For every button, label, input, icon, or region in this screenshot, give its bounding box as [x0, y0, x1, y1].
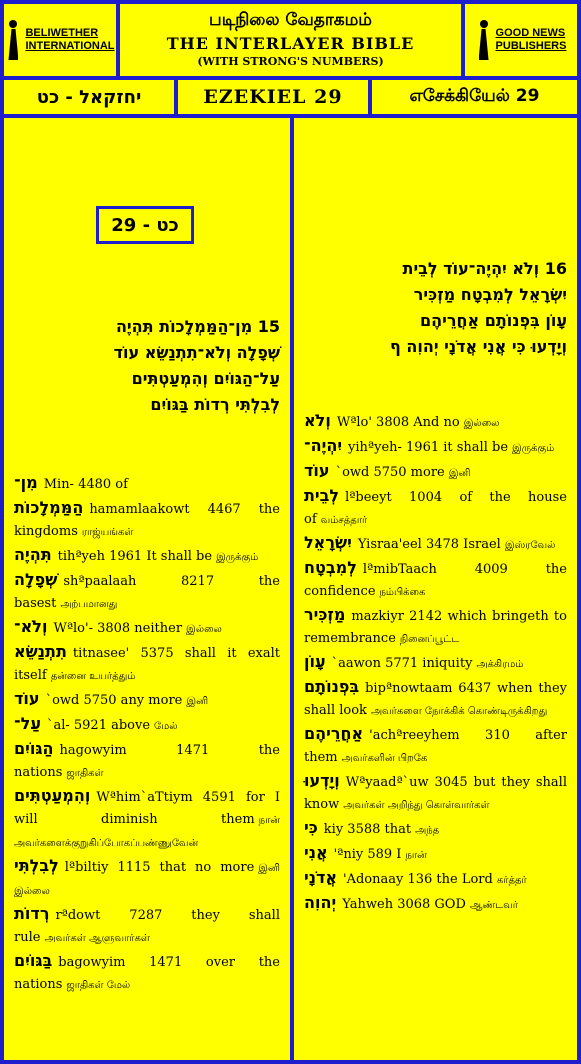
title-subtitle: (WITH STRONG'S NUMBERS) — [197, 55, 384, 68]
list-item — [304, 651, 567, 676]
hebrew-word: בַּגּוֹיִם — [14, 951, 53, 970]
logo-left-line1: BELIWETHER — [25, 27, 99, 39]
hebrew-word: לְבִלְתִּי — [14, 856, 59, 875]
verse-line: עָוֹן בִּפְנוֹתָם אַחֲרֵיהֶם — [420, 311, 567, 330]
list-item — [304, 867, 567, 892]
hebrew-word: לְבֵית — [304, 486, 340, 505]
word-tamil: நான் அவர்களைக்குறுகிப்போகப்பண்ணுவேன் — [14, 815, 280, 849]
word-tamil: அவர்களின் பிறகே — [341, 753, 428, 764]
logo-left-line2: INTERNATIONAL — [25, 40, 115, 52]
word-tamil: இனி — [186, 696, 209, 707]
hebrew-word: תִּהְיֶה — [14, 545, 52, 564]
list-item — [304, 842, 567, 867]
hebrew-word: הַמַּמְלָכוֹת — [14, 498, 84, 517]
list-item — [304, 557, 567, 604]
book-hebrew: יחזקאל - כט — [4, 80, 174, 114]
word-tamil: இனி — [448, 468, 471, 479]
hebrew-word: בִּפְנוֹתָם — [304, 677, 360, 696]
verse-line: שְׁפָלָה וְלֹא־תִתְנַשֵּׂא עוֹד — [113, 343, 280, 362]
word-tamil: இனி இல்லை — [14, 863, 280, 897]
logo-right-line1: GOOD NEWS — [495, 27, 566, 39]
hebrew-word: וְלֹא־ — [14, 617, 48, 636]
hebrew-word: כִּי — [304, 818, 318, 837]
word-tamil: ஜாதிகள் மேல் — [66, 980, 131, 991]
right-column — [294, 118, 577, 1060]
bellwether-figure-icon — [5, 20, 21, 60]
publisher-logo-left — [4, 4, 116, 76]
word-tamil: நினைப்பூட்ட — [399, 634, 460, 645]
hebrew-word: עָוֹן — [304, 652, 326, 671]
hebrew-word: וְיָדְעוּ — [304, 771, 340, 790]
logo-right-line2: PUBLISHERS — [495, 40, 567, 52]
list-item — [14, 688, 280, 713]
word-entry: hamamlaakowt 4467 the kingdoms — [14, 502, 280, 539]
goodnews-figure-icon — [476, 20, 492, 60]
hebrew-word: עוֹד — [304, 461, 330, 480]
list-item — [304, 460, 567, 485]
hebrew-word: אֲנִי — [304, 843, 328, 862]
word-entry: bipªnowtaam 6437 when they shall look — [304, 681, 567, 718]
word-entry: lªmibTaach 4009 the confidence — [304, 562, 567, 599]
word-tamil: இருக்கும் — [216, 552, 259, 563]
word-entry: `al- 5921 above — [46, 718, 151, 733]
word-entry: titnasee' 5375 shall it exalt itself — [14, 646, 280, 683]
word-entry: Yisraa'eel 3478 Israel — [357, 537, 501, 552]
list-item — [14, 569, 280, 616]
page-title — [120, 4, 461, 76]
chapter-box: כט - 29 — [96, 206, 194, 244]
verse-line: 16 וְלֹא יִהְיֶה־עוֹד לְבֵית — [402, 259, 567, 278]
title-tamil: படிநிலை வேதாகமம் — [209, 10, 372, 30]
hebrew-word: תִתְנַשֵּׂא — [14, 642, 67, 661]
word-tamil: நான் — [405, 850, 427, 861]
list-item — [304, 676, 567, 723]
word-entry: tihªyeh 1961 It shall be — [57, 549, 213, 564]
hebrew-word: הַגּוֹיִם — [14, 739, 54, 758]
hebrew-word: יִשְׂרָאֵל — [304, 533, 352, 552]
verse-15-text — [114, 314, 280, 418]
word-tamil: நம்பிக்கை — [379, 587, 426, 598]
word-tamil: இஸ்ரவேல் — [504, 540, 556, 551]
hebrew-word: יִהְיֶה־ — [304, 436, 343, 455]
word-list-left — [14, 472, 280, 997]
word-tamil: இல்லை — [186, 624, 222, 635]
word-entry: lªbeeyt 1004 of the house of — [304, 490, 567, 527]
word-entry: rªdowt 7287 they shall rule — [14, 908, 280, 945]
word-tamil: ஆண்டவர் — [469, 900, 519, 911]
hebrew-word: לְמִבְטָח — [304, 558, 357, 577]
list-item — [14, 544, 280, 569]
word-tamil: மேல் — [154, 721, 178, 732]
word-tamil: தன்னை உயர்த்தும் — [50, 671, 136, 682]
book-english: EZEKIEL 29 — [178, 80, 368, 114]
list-item — [14, 472, 280, 497]
word-tamil: அந்த — [415, 825, 440, 836]
word-entry: shªpaalaah 8217 the basest — [14, 574, 280, 611]
word-entry: bagowyim 1471 over the nations — [14, 955, 280, 992]
list-item — [14, 497, 280, 544]
word-entry: 'Adonaay 136 the Lord — [343, 872, 493, 887]
word-entry: `aawon 5771 iniquity — [331, 656, 473, 671]
word-tamil: அவர்களை நோக்கிக் கொண்டிருக்கிறது — [370, 706, 548, 717]
book-tamil: எசேக்கியேல் 29 — [372, 80, 577, 114]
list-item — [304, 532, 567, 557]
publisher-logo-right — [465, 4, 577, 76]
hebrew-word: וְלֹא — [304, 411, 331, 430]
word-tamil: ஜாதிகள் — [66, 768, 104, 779]
hebrew-word: עַל־ — [14, 714, 41, 733]
verse-line: לְבִלְתִּי רְדוֹת בַּגּוֹיִם — [150, 395, 280, 414]
verse-line: 15 מִן־הַמַּמְלָכוֹת תִּהְיֶה — [115, 317, 280, 336]
word-entry: 'ªniy 589 I — [333, 847, 402, 862]
list-item — [14, 616, 280, 641]
word-entry: `owd 5750 any more — [45, 693, 183, 708]
word-tamil: கர்த்தர் — [496, 875, 527, 886]
list-item — [14, 713, 280, 738]
hebrew-word: מִן־ — [14, 473, 38, 492]
list-item — [14, 641, 280, 688]
word-tamil: அக்கிரமம் — [476, 659, 524, 670]
list-item — [14, 950, 280, 997]
list-item — [304, 435, 567, 460]
word-entry: 'achªreeyhem 310 after them — [304, 728, 567, 765]
word-tamil: அற்பமானது — [60, 599, 118, 610]
hebrew-word: עוֹד — [14, 689, 40, 708]
hebrew-word: רְדוֹת — [14, 904, 50, 923]
word-entry: Min- 4480 of — [43, 477, 128, 492]
list-item — [304, 892, 567, 917]
word-entry: Wªlo'- 3808 neither — [53, 621, 183, 636]
word-entry: Yahweh 3068 GOD — [342, 897, 466, 912]
verse-line: יִשְׂרָאֵל לְמִבְטָח מַזְכִּיר — [413, 285, 567, 304]
hebrew-word: יְהוִה — [304, 893, 337, 912]
word-tamil: இல்லை — [463, 418, 500, 429]
list-item — [14, 903, 280, 950]
list-item — [14, 855, 280, 903]
list-item — [14, 785, 280, 855]
word-tamil: வம்சத்தார் — [320, 515, 368, 526]
word-entry: `owd 5750 more — [335, 465, 445, 480]
list-item — [304, 410, 567, 435]
word-tamil: அவர்கள் அறிந்து கொள்வார்கள் — [343, 800, 490, 811]
hebrew-word: שְׁפָלָה — [14, 570, 58, 589]
word-entry: yihªyeh- 1961 it shall be — [348, 440, 509, 455]
word-entry: mazkiyr 2142 which bringeth to remembrance — [304, 609, 567, 646]
list-item — [304, 604, 567, 651]
word-tamil: இருக்கும் — [512, 443, 555, 454]
word-entry: Wªlo' 3808 And no — [336, 415, 460, 430]
left-column — [4, 118, 290, 1060]
word-entry: lªbiltiy 1115 that no more — [64, 860, 255, 875]
word-entry: hagowyim 1471 the nations — [14, 743, 280, 780]
word-list-right — [304, 410, 567, 917]
verse-16-text — [390, 256, 567, 360]
list-item — [304, 485, 567, 532]
list-item — [304, 817, 567, 842]
word-entry: kiy 3588 that — [323, 822, 412, 837]
word-entry: Wªhim`aTtiym 4591 for I will diminish them — [14, 790, 280, 827]
word-entry: Wªyaadª`uw 3045 but they shall know — [304, 775, 567, 812]
hebrew-word: אַחֲרֵיהֶם — [304, 724, 364, 743]
word-tamil: ராஜ்யங்கள் — [81, 527, 134, 538]
hebrew-word: מַזְכִּיר — [304, 605, 346, 624]
title-english: THE INTERLAYER BIBLE — [166, 34, 415, 53]
list-item — [304, 770, 567, 817]
hebrew-word: אֲדֹנָי — [304, 868, 338, 887]
verse-line: וְיָדְעוּ כִּי אֲנִי אֲדֹנָי יְהוִה ף — [390, 337, 567, 356]
list-item — [304, 723, 567, 770]
word-tamil: அவர்கள் ஆளுவார்கள் — [44, 933, 150, 944]
hebrew-word: וְהִמְעַטְתִּים — [14, 786, 91, 805]
verse-line: עַל־הַגּוֹיִם וְהִמְעַטְתִּים — [131, 369, 280, 388]
list-item — [14, 738, 280, 785]
